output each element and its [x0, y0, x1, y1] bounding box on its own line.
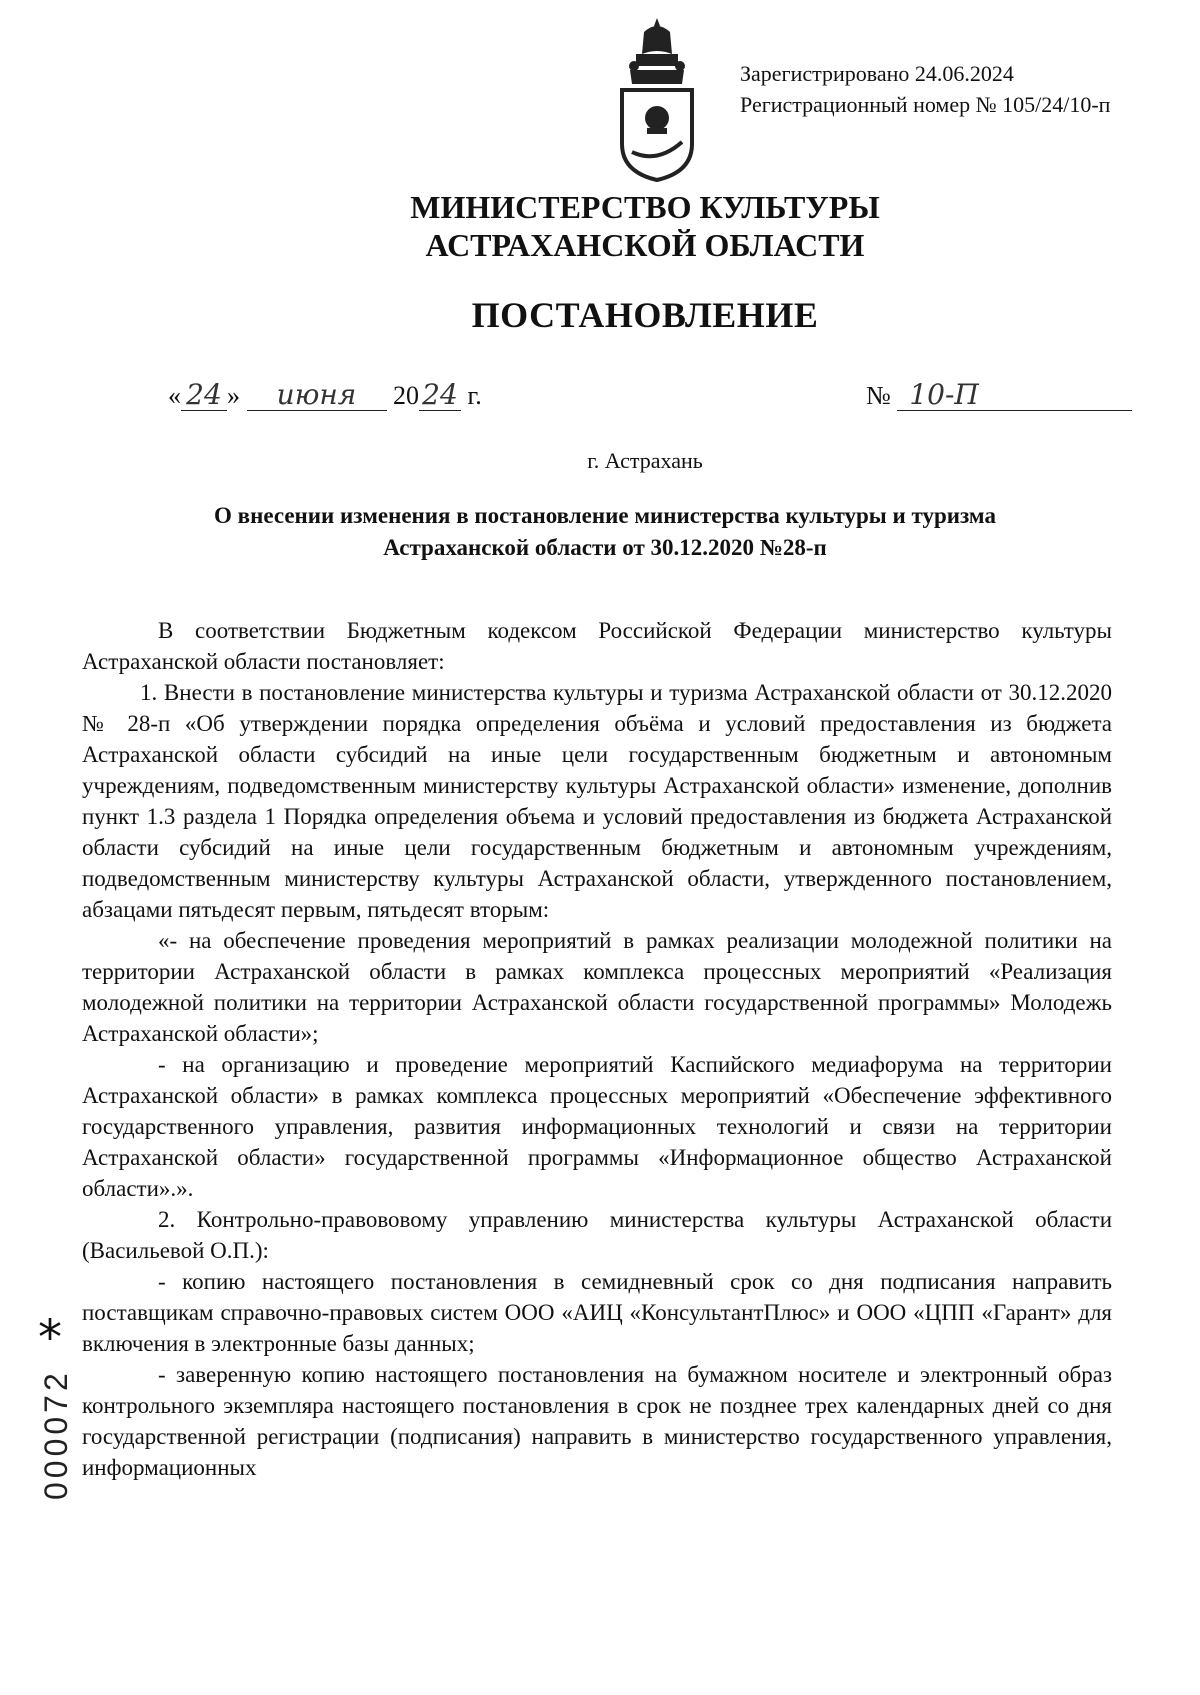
body-paragraph: 1. Внести в постановление министерства культуры и туризма Астраханской области от 30.12.2020 № 28-п «Об утверждении порядка определения объёма и условий предоставления из бюджета Астраханской области субсидий на иные цели государственным бюджетным и автономным учреждениям, подведомственным министерству культуры Астраханской области» изменение, дополнив пункт 1.3 раздела 1 Порядка определения объема и условий предоставления из бюджета Астраханской области субсидий на иные цели государственным бюджетным и автономным учреждениям, подведомственным министерству культуры Астраханской области, утвержденного постановлением, абзацами пятьдесят первым, пятьдесят вторым:: [82, 680, 1112, 922]
date-close-quote: »: [227, 381, 240, 410]
registration-date: Зарегистрировано 24.06.2024: [740, 61, 1014, 86]
number-line: [866, 380, 1132, 411]
subject-line-2: Астраханской области от 30.12.2020 №28-п: [383, 535, 827, 560]
margin-star: *: [38, 1310, 62, 1366]
date-year-unit: г.: [467, 381, 482, 410]
ministry-line-1: МИНИСТЕРСТВО КУЛЬТУРЫ: [410, 189, 880, 225]
document-type: ПОСТАНОВЛЕНИЕ: [471, 295, 819, 335]
ministry-line-2: АСТРАХАНСКОЙ ОБЛАСТИ: [425, 227, 865, 263]
date-year-suffix: 24: [419, 380, 461, 411]
body-paragraph: - на организацию и проведение мероприятий Каспийского медиафорума на территории Астраханской области» в рамках комплекса процессных мероприятий «Обеспечение эффективного государственного управления, развития информационных технологий и связи на территории Астраханской области» государственной программы «Информационное общество Астраханской области».».: [82, 1052, 1112, 1201]
date-day: 24: [181, 380, 227, 411]
body-paragraph: - заверенную копию настоящего постановления на бумажном носителе и электронный образ контрольного экземпляра настоящего постановления в срок не позднее трех календарных дней со дня государственной регистрации (подписания) направить в министерство государственного управления, информационных: [82, 1362, 1112, 1480]
body-paragraph: «- на обеспечение проведения мероприятий в рамках реализации молодежной политики на территории Астраханской области в рамках комплекса процессных мероприятий «Реализация молодежной политики на территории Астраханской области государственной программы» Молодежь Астраханской области»;: [82, 928, 1112, 1046]
date-year-prefix: 20: [393, 381, 419, 410]
number-label: №: [866, 381, 891, 410]
city: г. Астрахань: [587, 448, 703, 473]
document-body: [82, 615, 1112, 1483]
coat-of-arms-icon: [614, 14, 700, 184]
subject-line-1: О внесении изменения в постановление министерства культуры и туризма: [214, 503, 996, 528]
body-paragraph: - копию настоящего постановления в семидневный срок со дня подписания направить поставщикам справочно-правовых систем ООО «АИЦ «КонсультантПлюс» и ООО «ЦПП «Гарант» для включения в электронные базы данных;: [82, 1269, 1112, 1356]
registration-number: Регистрационный номер № 105/24/10-п: [740, 92, 1111, 117]
document-subject: [60, 500, 1150, 564]
date-open-quote: «: [168, 381, 181, 410]
body-paragraph: В соответствии Бюджетным кодексом Российской Федерации министерство культуры Астраханской области постановляет:: [82, 618, 1112, 674]
margin-serial-number: 000072: [38, 1369, 74, 1500]
date-line: [168, 380, 482, 411]
date-month: июня: [247, 380, 387, 411]
body-paragraph: 2. Контрольно-правововому управлению министерства культуры Астраханской области (Васильевой О.П.):: [82, 1207, 1112, 1263]
ministry-title: [0, 188, 1200, 264]
number-value: 10-П: [897, 380, 1132, 411]
registration-info: [740, 58, 1180, 120]
